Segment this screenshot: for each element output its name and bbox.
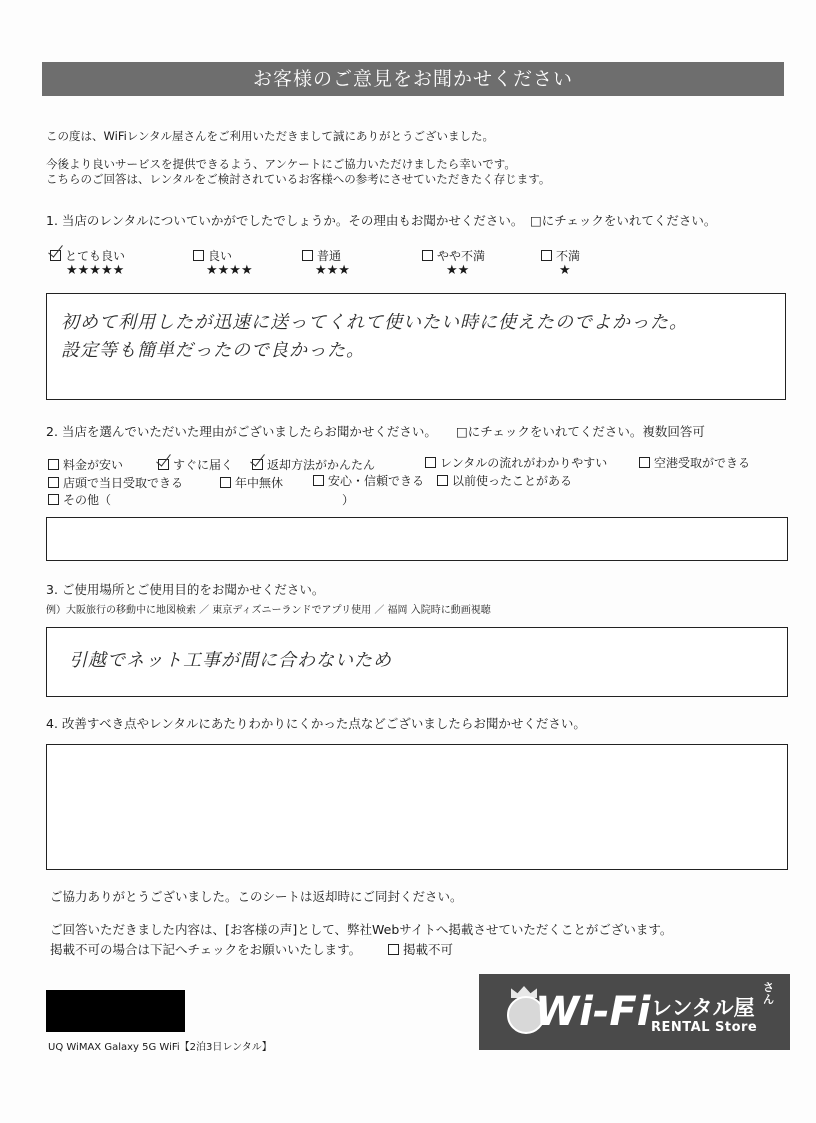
q2-question: 2. 当店を選んでいただいた理由がございましたらお聞かせください。: [46, 424, 437, 439]
intro-line-2: 今後より良いサービスを提供できるよう、アンケートにご協力いただけましたら幸いです。: [46, 157, 516, 171]
option-label: やや不満: [437, 249, 486, 263]
q1-instruction: □にチェックをいれてください。: [530, 213, 717, 228]
q2-option-cheap[interactable]: [48, 456, 123, 473]
checkbox-icon[interactable]: [220, 477, 231, 488]
checkbox-icon[interactable]: [313, 475, 324, 486]
intro-line-3: こちらのご回答は、レンタルをご検討されているお客様への参考にさせていただきたく存じます。: [46, 172, 551, 186]
q1-option-good[interactable]: [193, 247, 232, 264]
checkbox-icon[interactable]: [437, 475, 448, 486]
logo-san-text: さん: [763, 981, 774, 1006]
q1-option-slightly-dissatisfied[interactable]: [422, 247, 485, 264]
q4-answer-box[interactable]: [46, 744, 788, 870]
q2-option-other[interactable]: [48, 491, 111, 508]
q2-option-fast-delivery[interactable]: [158, 456, 233, 473]
checkbox-icon[interactable]: [541, 250, 552, 261]
wifi-rental-logo: [479, 974, 790, 1050]
option-label: とても良い: [65, 249, 126, 263]
redacted-block: [46, 990, 185, 1032]
q1-question: 1. 当店のレンタルについていかがでしたでしょうか。その理由もお聞かせください。: [46, 213, 524, 228]
product-name: UQ WiMAX Galaxy 5G WiFi【2泊3日レンタル】: [48, 1042, 272, 1053]
q2-instruction: □にチェックをいれてください。複数回答可: [456, 424, 705, 439]
footer-publish-line-2: 掲載不可の場合は下記へチェックをお願いいたします。: [50, 942, 362, 957]
option-label: 返却方法がかんたん: [267, 458, 376, 472]
q2-option-used-before[interactable]: [437, 472, 572, 489]
intro-line-1: この度は、WiFiレンタル屋さんをご利用いただきまして誠にありがとうございました。: [46, 129, 495, 143]
q1-stars-2: ★★: [446, 263, 470, 278]
option-label: 不満: [556, 249, 581, 263]
option-label: 空港受取ができる: [654, 456, 751, 470]
no-publish-option[interactable]: [388, 940, 453, 958]
checkbox-icon[interactable]: [193, 250, 204, 261]
option-label: 安心・信頼できる: [328, 474, 425, 488]
q4-question: 4. 改善すべき点やレンタルにあたりわかりにくかった点などございましたらお聞かせください。: [46, 716, 586, 731]
q3-answer-box[interactable]: [46, 627, 788, 697]
q2-option-easy-return[interactable]: [252, 456, 375, 473]
q1-option-dissatisfied[interactable]: [541, 247, 580, 264]
checkbox-icon[interactable]: [48, 477, 59, 488]
page-title: お客様のご意見をお聞かせください: [42, 62, 784, 96]
option-label: 料金が安い: [63, 458, 124, 472]
option-label: すぐに届く: [173, 458, 234, 472]
q1-stars-3: ★★★: [315, 263, 350, 278]
q2-other-close: ）: [342, 493, 355, 507]
checkbox-icon[interactable]: [388, 944, 399, 955]
q2-option-same-day-store[interactable]: [48, 474, 183, 491]
q3-answer: 引越でネット工事が間に合わないため: [69, 650, 392, 671]
option-label: その他（: [63, 493, 112, 507]
option-label: 年中無休: [235, 476, 284, 490]
q3-example: 例）大阪旅行の移動中に地図検索 ／ 東京ディズニーランドでアプリ使用 ／ 福岡 入院時に動画視聴: [46, 605, 491, 616]
logo-store-text: RENTAL Store: [651, 1020, 758, 1035]
checkbox-checked-icon[interactable]: [252, 459, 263, 470]
footer-publish-line-1: ご回答いただきました内容は、[お客様の声]として、弊社Webサイトへ掲載させていただくことがございます。: [50, 922, 673, 937]
checkbox-checked-icon[interactable]: [50, 250, 61, 261]
q2-other-answer-box[interactable]: [46, 517, 788, 561]
checkbox-icon[interactable]: [48, 459, 59, 470]
q3-question: 3. ご使用場所とご使用目的をお聞かせください。: [46, 582, 325, 597]
footer-thanks: ご協力ありがとうございました。このシートは返却時にご同封ください。: [50, 889, 463, 904]
checkbox-icon[interactable]: [639, 457, 650, 468]
q1-stars-1: ★: [559, 263, 571, 278]
checkbox-icon[interactable]: [302, 250, 313, 261]
q1-option-normal[interactable]: [302, 247, 341, 264]
q2-option-airport-pickup[interactable]: [639, 454, 750, 471]
q1-answer-box[interactable]: [46, 293, 786, 400]
option-label: 普通: [317, 249, 342, 263]
q2-option-trust[interactable]: [313, 472, 424, 489]
logo-wifi-text: Wi-Fi: [535, 989, 651, 1035]
option-label: 掲載不可: [403, 942, 454, 957]
q1-answer-line-1: 初めて利用したが迅速に送ってくれて使いたい時に使えたのでよかった。: [61, 312, 688, 333]
q2-option-easy-flow[interactable]: [425, 454, 607, 471]
option-label: 店頭で当日受取できる: [63, 476, 184, 490]
option-label: レンタルの流れがわかりやすい: [440, 456, 608, 470]
option-label: 良い: [208, 249, 233, 263]
q1-answer-line-2: 設定等も簡単だったので良かった。: [61, 340, 365, 361]
logo-rental-text: レンタル屋: [651, 996, 755, 1020]
option-label: 以前使ったことがある: [452, 474, 573, 488]
checkbox-icon[interactable]: [422, 250, 433, 261]
checkbox-icon[interactable]: [425, 457, 436, 468]
checkbox-icon[interactable]: [48, 494, 59, 505]
q1-option-very-good[interactable]: [50, 247, 125, 264]
checkbox-checked-icon[interactable]: [158, 459, 169, 470]
q1-stars-4: ★★★★: [206, 263, 253, 278]
q2-option-open-all-year[interactable]: [220, 474, 283, 491]
q1-stars-5: ★★★★★: [66, 263, 125, 278]
